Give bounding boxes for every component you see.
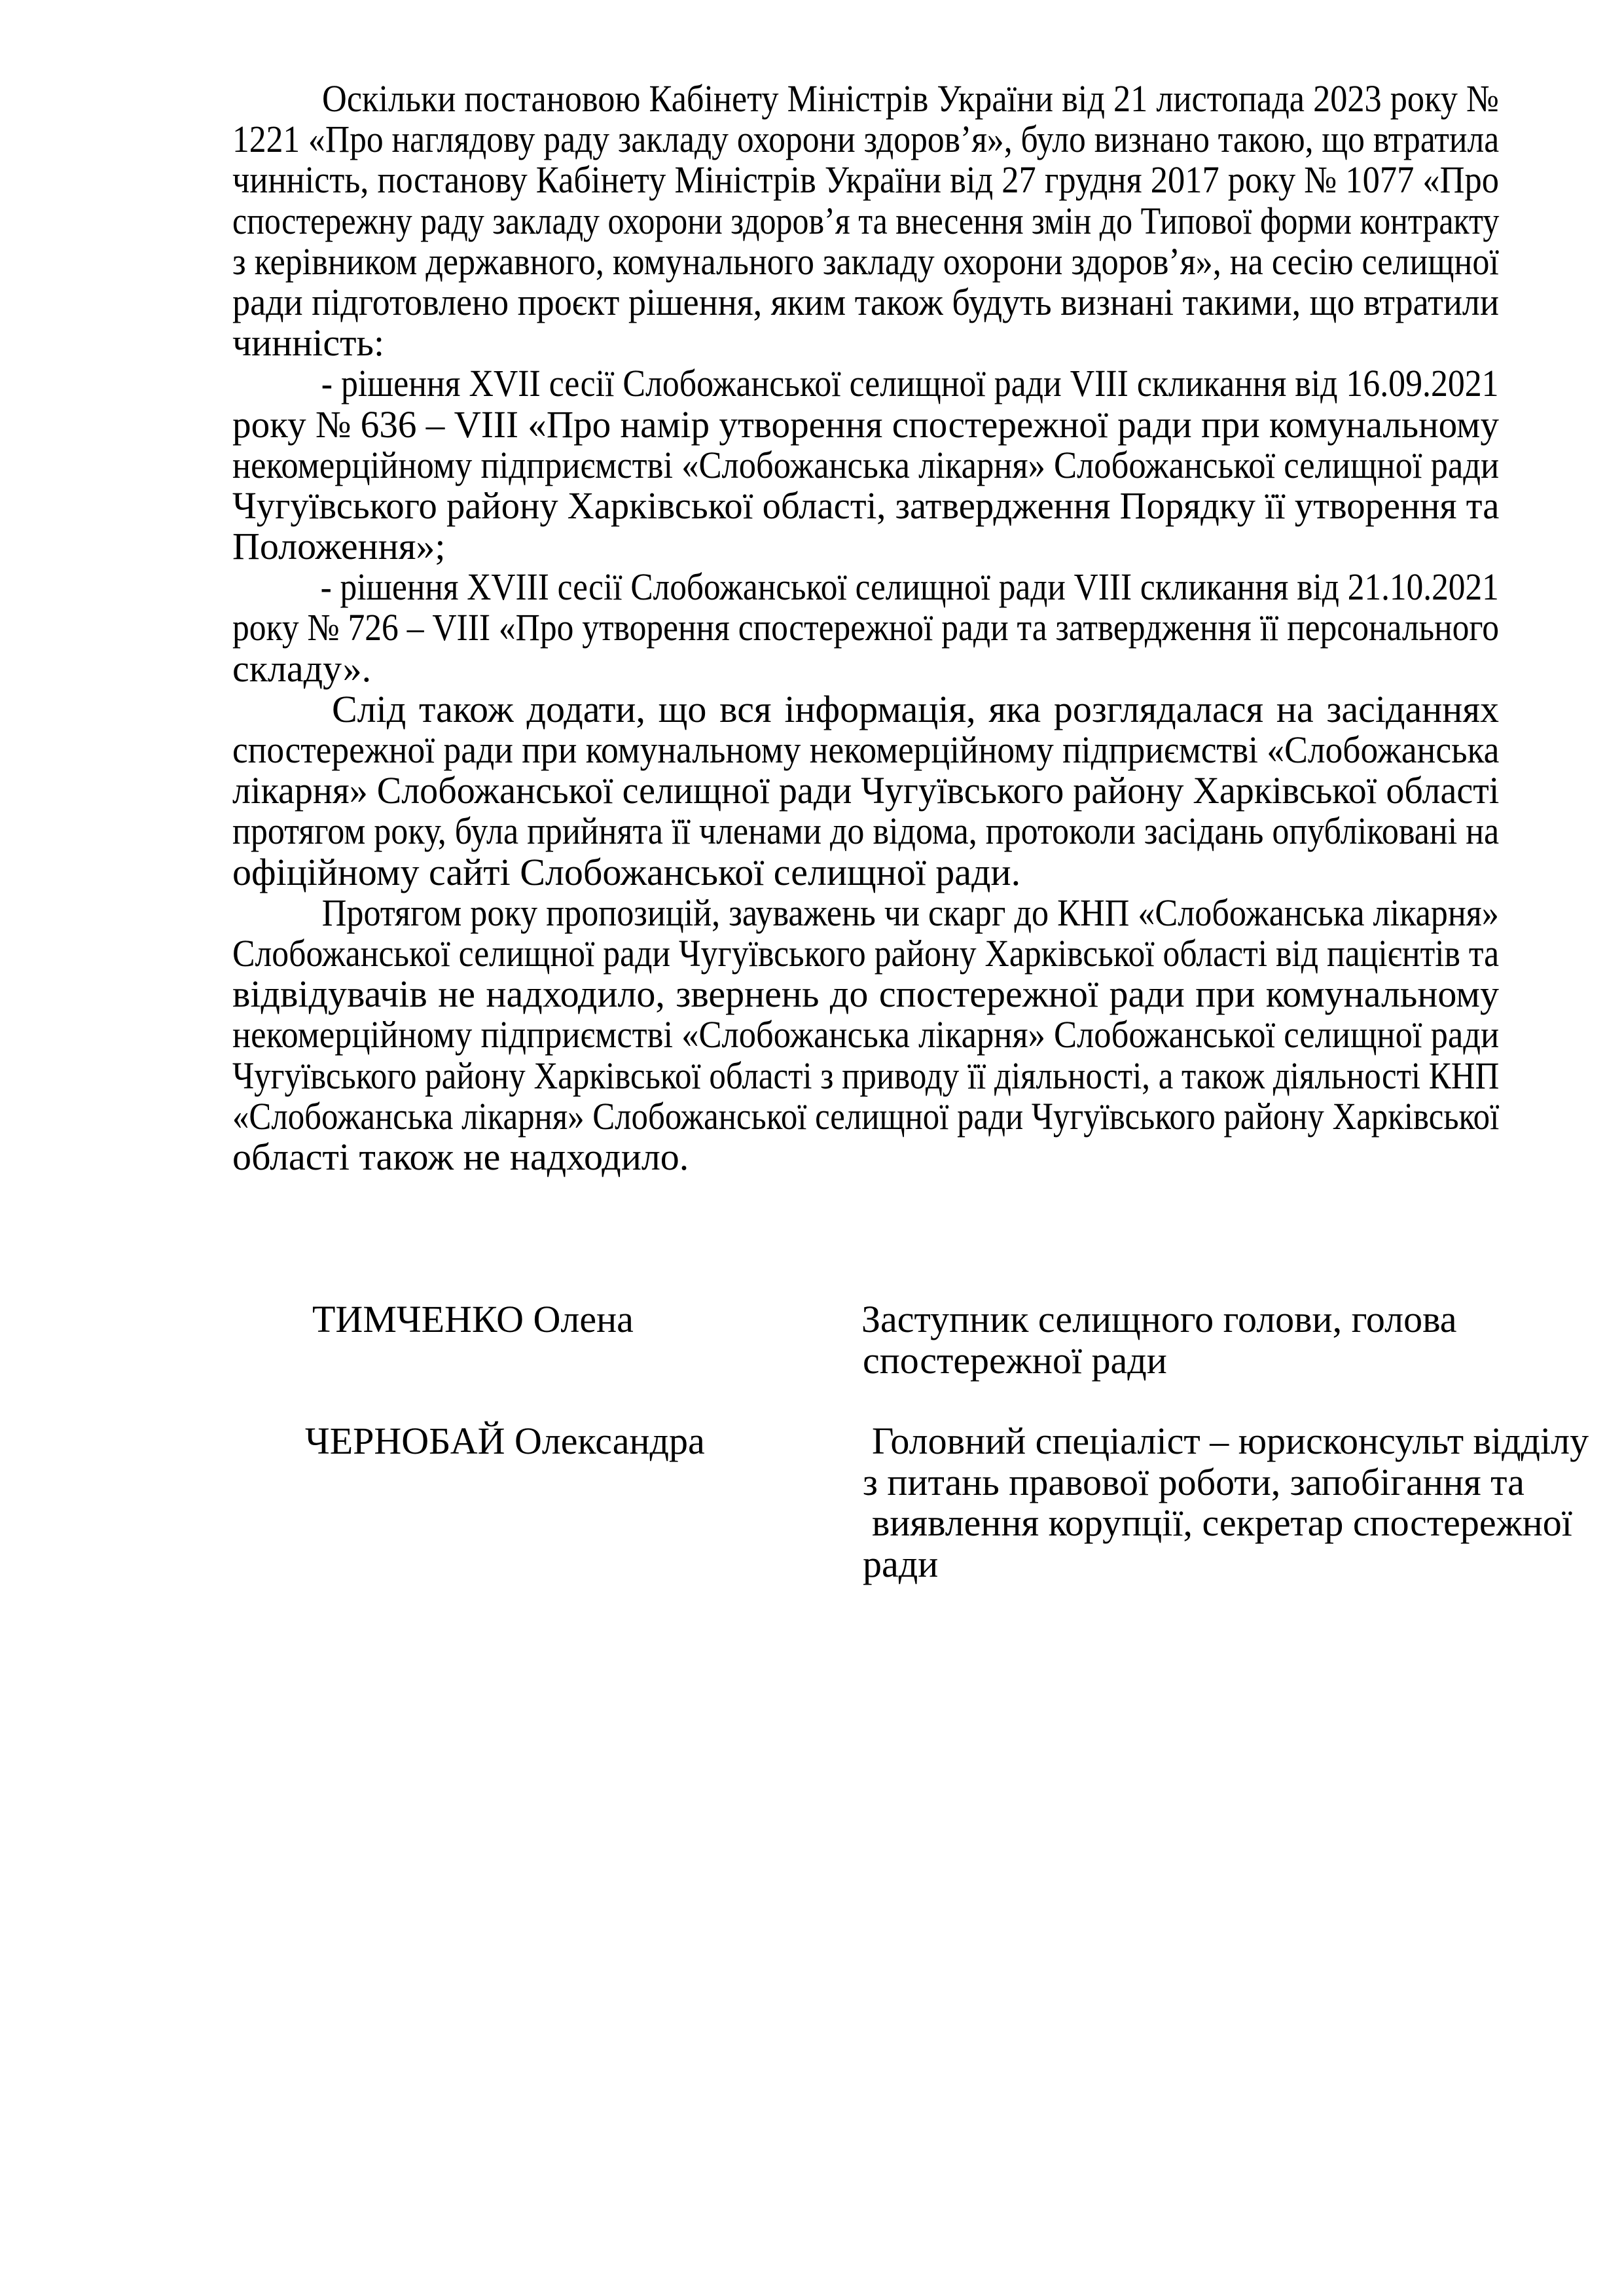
paragraph-line: - рішення XVII сесії Слобожанської селищної ради VIII скликання від 16.09.2021 bbox=[321, 362, 1499, 405]
signatory-position-line: з питань правової роботи, запобігання та bbox=[863, 1461, 1525, 1503]
paragraph-line: Протягом року пропозицій, зауважень чи скарг до КНП «Слобожанська лікарня» bbox=[321, 891, 1499, 934]
paragraph-line: Слід також додати, що вся інформація, яка розглядалася на засіданнях bbox=[332, 687, 1499, 730]
paragraph-line: лікарня» Слобожанської селищної ради Чугуївського району Харківської області bbox=[232, 769, 1500, 812]
paragraph-line: відвідувачів не надходило, звернень до спостережної ради при комунальному bbox=[232, 973, 1499, 1016]
paragraph-line: офіційному сайті Слобожанської селищної ради. bbox=[232, 850, 1021, 893]
document-body bbox=[232, 79, 1499, 1177]
signatory-name: ЧЕРНОБАЙ Олександра bbox=[305, 1420, 705, 1462]
paragraph-line: року № 636 – VIII «Про намір утворення спостережної ради при комунальному bbox=[232, 403, 1499, 446]
signatory-name: ТИМЧЕНКО Олена bbox=[312, 1298, 634, 1340]
paragraph-line: «Слобожанська лікарня» Слобожанської селищної ради Чугуївського району Харківської bbox=[232, 1094, 1500, 1138]
paragraph-line: протягом року, була прийнята її членами до відома, протоколи засідань опубліковані на bbox=[232, 810, 1500, 853]
paragraph-line: Чугуївського району Харківської області, затвердження Порядку її утворення та bbox=[232, 484, 1500, 527]
paragraph-line: ради підготовлено проєкт рішення, яким також будуть визнані такими, що втратили bbox=[232, 280, 1499, 323]
paragraph-line: з керівником державного, комунального закладу охорони здоров’я», на сесію селищної bbox=[232, 240, 1499, 283]
paragraph-line: області також не надходило. bbox=[232, 1135, 689, 1178]
paragraph-line: спостережну раду закладу охорони здоров’я та внесення змін до Типової форми контракту bbox=[232, 199, 1500, 242]
signatory-position-line: Заступник селищного голови, голова bbox=[861, 1298, 1457, 1340]
signatory-position-line: ради bbox=[863, 1543, 939, 1585]
signatory-position-line: спостережної ради bbox=[863, 1339, 1167, 1382]
paragraph bbox=[232, 893, 1499, 1177]
signatory-position-line: виявлення корупції, секретар спостережної bbox=[872, 1501, 1572, 1544]
paragraph-line: чинність: bbox=[232, 321, 385, 365]
paragraph-line: - рішення XVIII сесії Слобожанської селищної ради VIII скликання від 21.10.2021 bbox=[320, 565, 1499, 609]
paragraph-line: спостережної ради при комунальному некомерційному підприємстві «Слобожанська bbox=[232, 728, 1500, 771]
paragraph bbox=[232, 363, 1499, 567]
paragraph-line: Чугуївського району Харківської області з приводу її діяльності, а також діяльності КНП bbox=[232, 1054, 1500, 1097]
paragraph-line: некомерційному підприємстві «Слобожанська лікарня» Слобожанської селищної ради bbox=[232, 443, 1500, 486]
paragraph bbox=[232, 567, 1499, 689]
paragraph-line: 1221 «Про наглядову раду закладу охорони здоров’я», було визнано такою, що втратила bbox=[232, 118, 1500, 161]
paragraph-line: чинність, постанову Кабінету Міністрів України від 27 грудня 2017 року № 1077 «Про bbox=[232, 158, 1499, 202]
paragraph bbox=[232, 689, 1499, 893]
paragraph bbox=[232, 79, 1499, 363]
paragraph-line: Оскільки постановою Кабінету Міністрів України від 21 листопада 2023 року № bbox=[322, 77, 1499, 120]
paragraph-line: некомерційному підприємстві «Слобожанська лікарня» Слобожанської селищної ради bbox=[232, 1013, 1500, 1056]
paragraph-line: Положення»; bbox=[232, 525, 446, 568]
paragraph-line: Слобожанської селищної ради Чугуївського району Харківської області від пацієнтів та bbox=[232, 931, 1500, 975]
paragraph-line: складу». bbox=[232, 647, 372, 690]
signatory-position-line: Головний спеціаліст – юрисконсульт відділу bbox=[872, 1420, 1589, 1462]
paragraph-line: року № 726 – VIII «Про утворення спостережної ради та затвердження її персонального bbox=[232, 606, 1500, 649]
